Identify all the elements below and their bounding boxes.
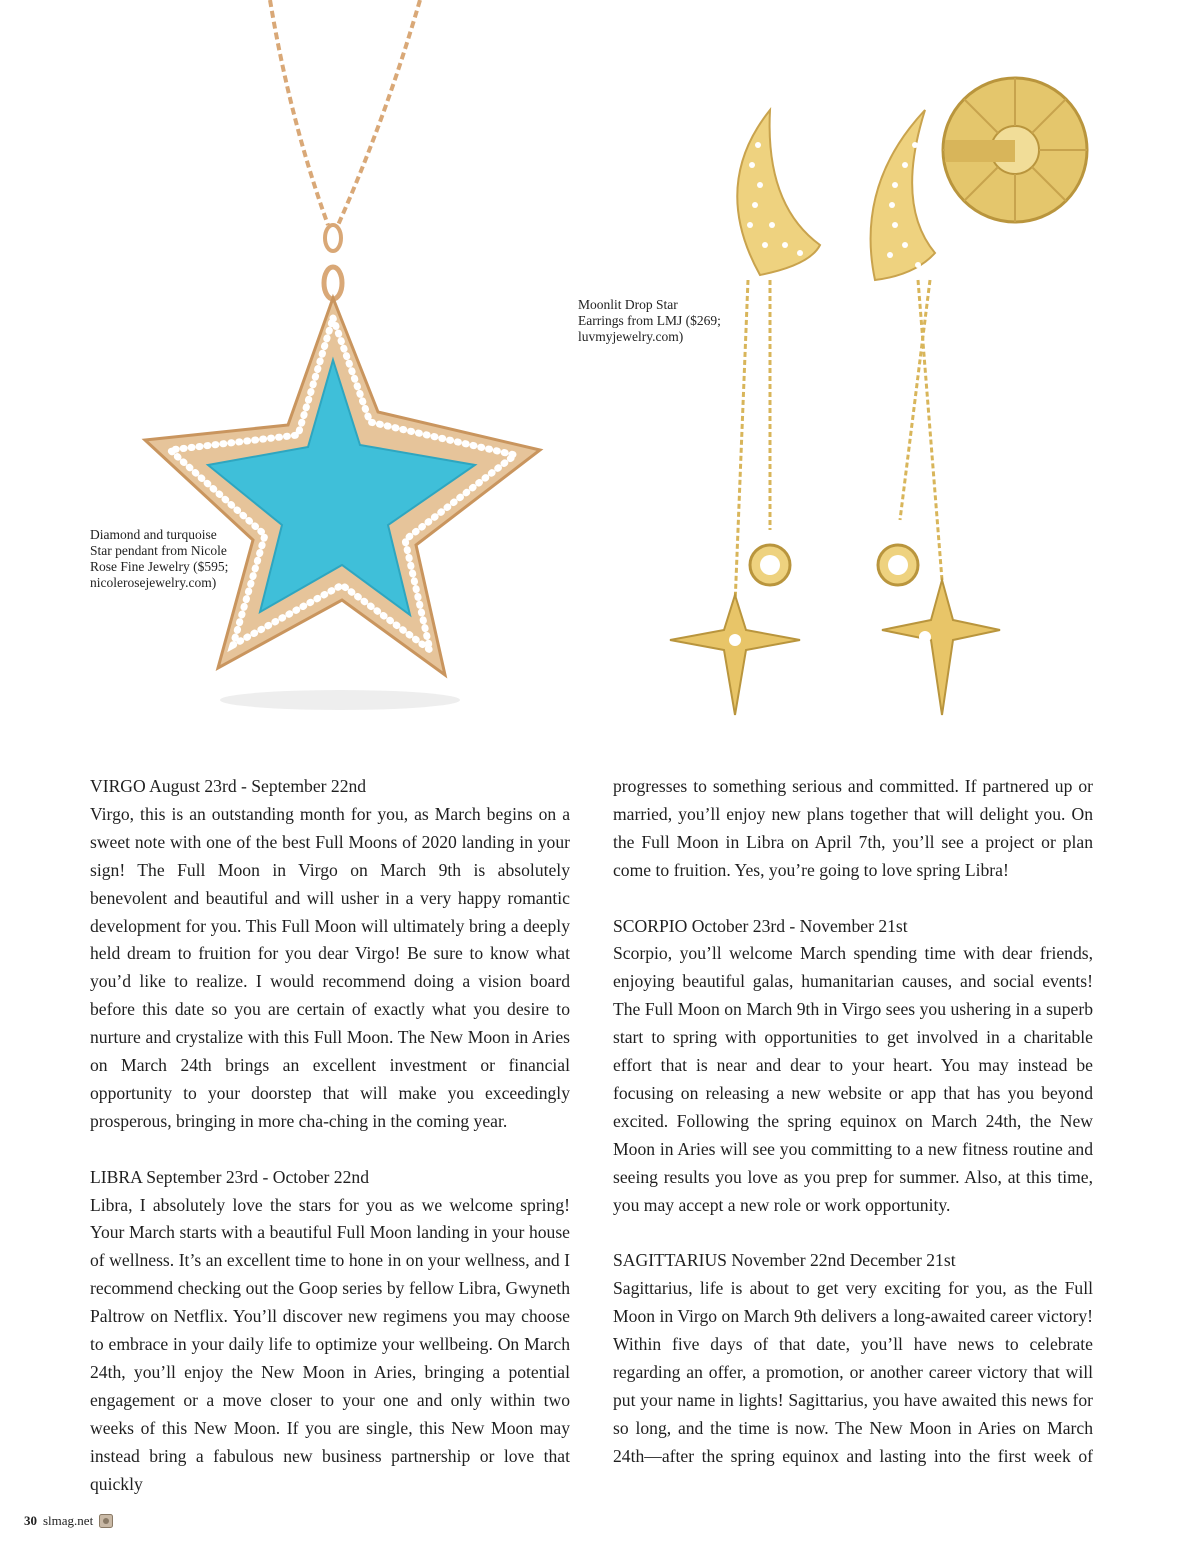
slmag-logo-icon [99,1514,113,1528]
caption-line: nicolerosejewelry.com) [90,575,217,590]
libra-heading: LIBRA September 23rd - October 22nd [90,1166,369,1187]
page-number: 30 [24,1513,37,1528]
moon-star-earrings-image [660,75,1110,720]
caption-line: luvmyjewelry.com) [578,329,684,344]
virgo-heading: VIRGO August 23rd - September 22nd [90,776,367,796]
caption-line: Star pendant from Nicole [90,543,227,558]
earrings-caption [578,297,721,345]
libra-continued: progresses to something serious and committed. If partnered up or married, you’ll enjoy new plans together that will delight you. On the Full Moon in Libra on April 7th, you’ll see a project or plan come to fruition. Yes, you’re going to love spring Libra! [613,776,1093,880]
left-column [90,773,570,1499]
pendant-necklace-image [120,0,560,720]
caption-line: Diamond and turquoise [90,527,217,542]
scorpio-body: Scorpio, you’ll welcome March spending time with dear friends, enjoying beautiful galas, humanitarian causes, and social events! The Full Moon on March 9th in Virgo sees you ushering in a superb start to spring with opportunities to get involved in a charitable effort that is near and dear to your heart. You may instead be focusing on releasing a new website or app that has you beyond excited. Following the spring equinox on March 24th, the New Moon in Aries will see you committing to a new fitness routine and seeing results you love as you prep for summer. Also, at this time, you may accept a new role or work opportunity. [613,943,1093,1215]
scorpio-heading: SCORPIO October 23rd - November 21st [613,915,908,936]
sagittarius-body: Sagittarius, life is about to get very exciting for you, as the Full Moon in Virgo on March 9th delivers a long-awaited career victory! Within five days of that date, you’ll have news to celebrate regarding an offer, a promotion, or another career victory that will put your name in lights! Sagittarius, you have awaited this news for so long, and the time is now. The New Moon in Aries on March 24th—after the spring equinox and lasting into the first week of [613,1278,1093,1466]
libra-body: Libra, I absolutely love the stars for you as we welcome spring! Your March starts with a beautiful Full Moon landing in your house of wellness. It’s an excellent time to hone in on your wellness, and I recommend checking out the Goop series by fellow Libra, Gwyneth Paltrow on Netflix. You’ll discover new regimens you may choose to embrace in your daily life to optimize your wellbeing. On March 24th, you’ll enjoy the New Moon in Aries, bringing a potential engagement or a move closer to your one and only within two weeks of this New Moon. If you are single, this New Moon may instead bring a fabulous new business partnership or love that quickly [90,1194,570,1494]
caption-line: Rose Fine Jewelry ($595; [90,559,229,574]
caption-line: Moonlit Drop Star [578,297,678,312]
right-column [613,773,1093,1471]
virgo-body: Virgo, this is an outstanding month for you, as March begins on a sweet note with one of the best Full Moons of 2020 landing in your sign! The Full Moon in Virgo on March 9th is absolutely benevolent and beautiful and will usher in a very happy romantic development for you. This Full Moon will ultimately bring a deeply held dream to fruition for you dear Virgo! Be sure to know what you’d like to realize. I would recommend doing a vision board before this date so you are certain of exactly what you desire to nurture and crystalize with this Full Moon. The New Moon in Aries on March 24th brings an excellent investment or financial opportunity to your doorstep that will make you exceedingly prosperous, bringing in more cha-ching in the coming year. [90,803,570,1131]
site-name: slmag.net [43,1513,94,1528]
pendant-caption [90,527,228,591]
page-footer [24,1513,113,1529]
sagittarius-heading: SAGITTARIUS November 22nd December 21st [613,1250,956,1271]
caption-line: Earrings from LMJ ($269; [578,313,721,328]
